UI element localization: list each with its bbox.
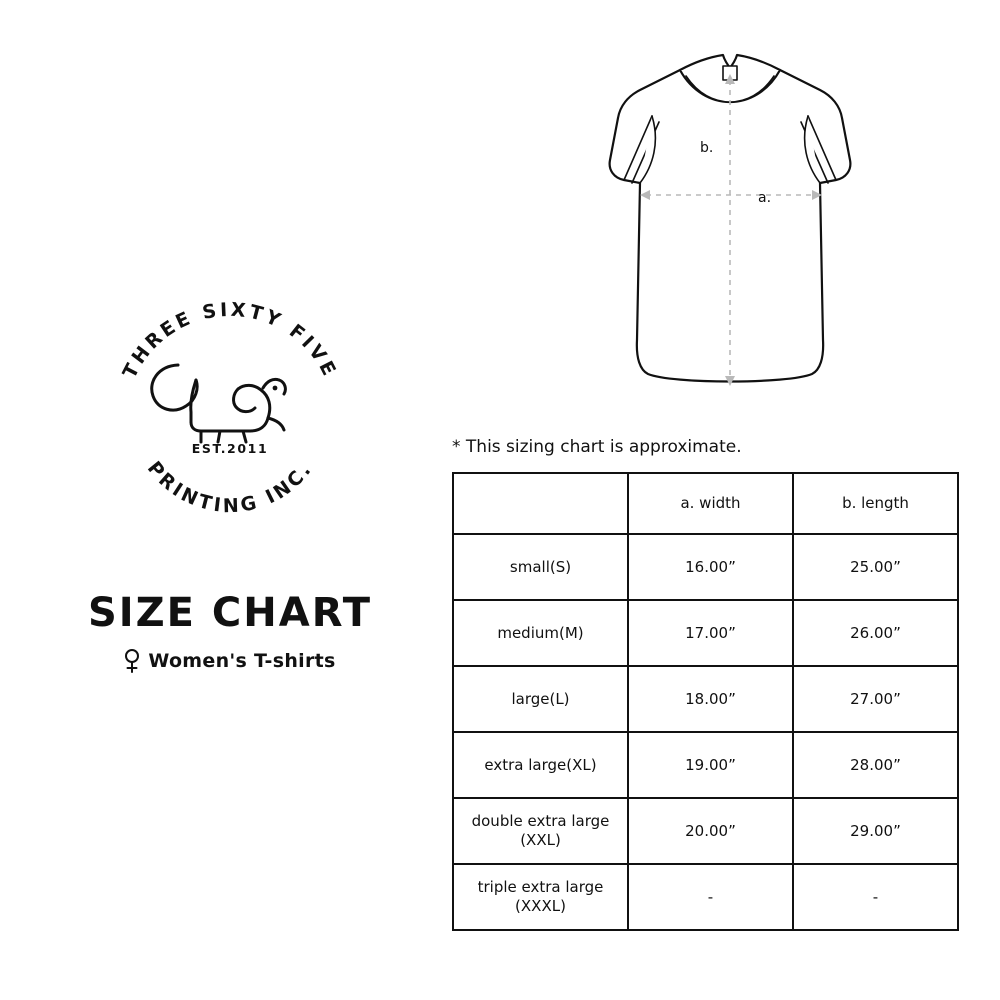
- brand-block: [60, 270, 400, 710]
- svg-text:EST.2011: EST.2011: [191, 441, 269, 456]
- venus-gender-icon: [124, 648, 140, 674]
- cell-width: 16.00”: [628, 534, 793, 600]
- cell-length: 26.00”: [793, 600, 958, 666]
- size-table: [452, 472, 959, 931]
- cell-size: double extra large (XXL): [453, 798, 628, 864]
- table-row: [453, 600, 958, 666]
- cell-width: 19.00”: [628, 732, 793, 798]
- approximate-note: * This sizing chart is approximate.: [452, 437, 742, 457]
- table-row: [453, 732, 958, 798]
- brand-badge: [100, 270, 360, 530]
- table-row: [453, 534, 958, 600]
- header-cell-width: a. width: [628, 473, 793, 534]
- cell-length: 27.00”: [793, 666, 958, 732]
- cell-size: small(S): [453, 534, 628, 600]
- table-row: [453, 798, 958, 864]
- cell-size: medium(M): [453, 600, 628, 666]
- cell-width: 18.00”: [628, 666, 793, 732]
- cell-length: -: [793, 864, 958, 930]
- womens-tshirt-outline-icon: [520, 40, 940, 400]
- cell-width: -: [628, 864, 793, 930]
- subtitle-row: [60, 648, 400, 674]
- cell-size: triple extra large (XXXL): [453, 864, 628, 930]
- cell-size: large(L): [453, 666, 628, 732]
- tshirt-diagram: [520, 40, 940, 400]
- length-marker-label: b.: [700, 140, 714, 156]
- header-cell-size: [453, 473, 628, 534]
- cell-length: 29.00”: [793, 798, 958, 864]
- table-header-row: [453, 473, 958, 534]
- table-row: [453, 864, 958, 930]
- cell-length: 25.00”: [793, 534, 958, 600]
- header-cell-length: b. length: [793, 473, 958, 534]
- width-marker-label: a.: [758, 190, 772, 206]
- svg-text:THREE SIXTY FIVE: THREE SIXTY FIVE: [118, 298, 342, 382]
- cell-size: extra large(XL): [453, 732, 628, 798]
- svg-text:PRINTING INC.: PRINTING INC.: [142, 457, 318, 518]
- cell-length: 28.00”: [793, 732, 958, 798]
- page-subtitle: Women's T-shirts: [148, 650, 336, 672]
- cell-width: 17.00”: [628, 600, 793, 666]
- table-row: [453, 666, 958, 732]
- page-title: SIZE CHART: [87, 590, 373, 636]
- squirrel-logo-icon: [100, 270, 360, 530]
- cell-width: 20.00”: [628, 798, 793, 864]
